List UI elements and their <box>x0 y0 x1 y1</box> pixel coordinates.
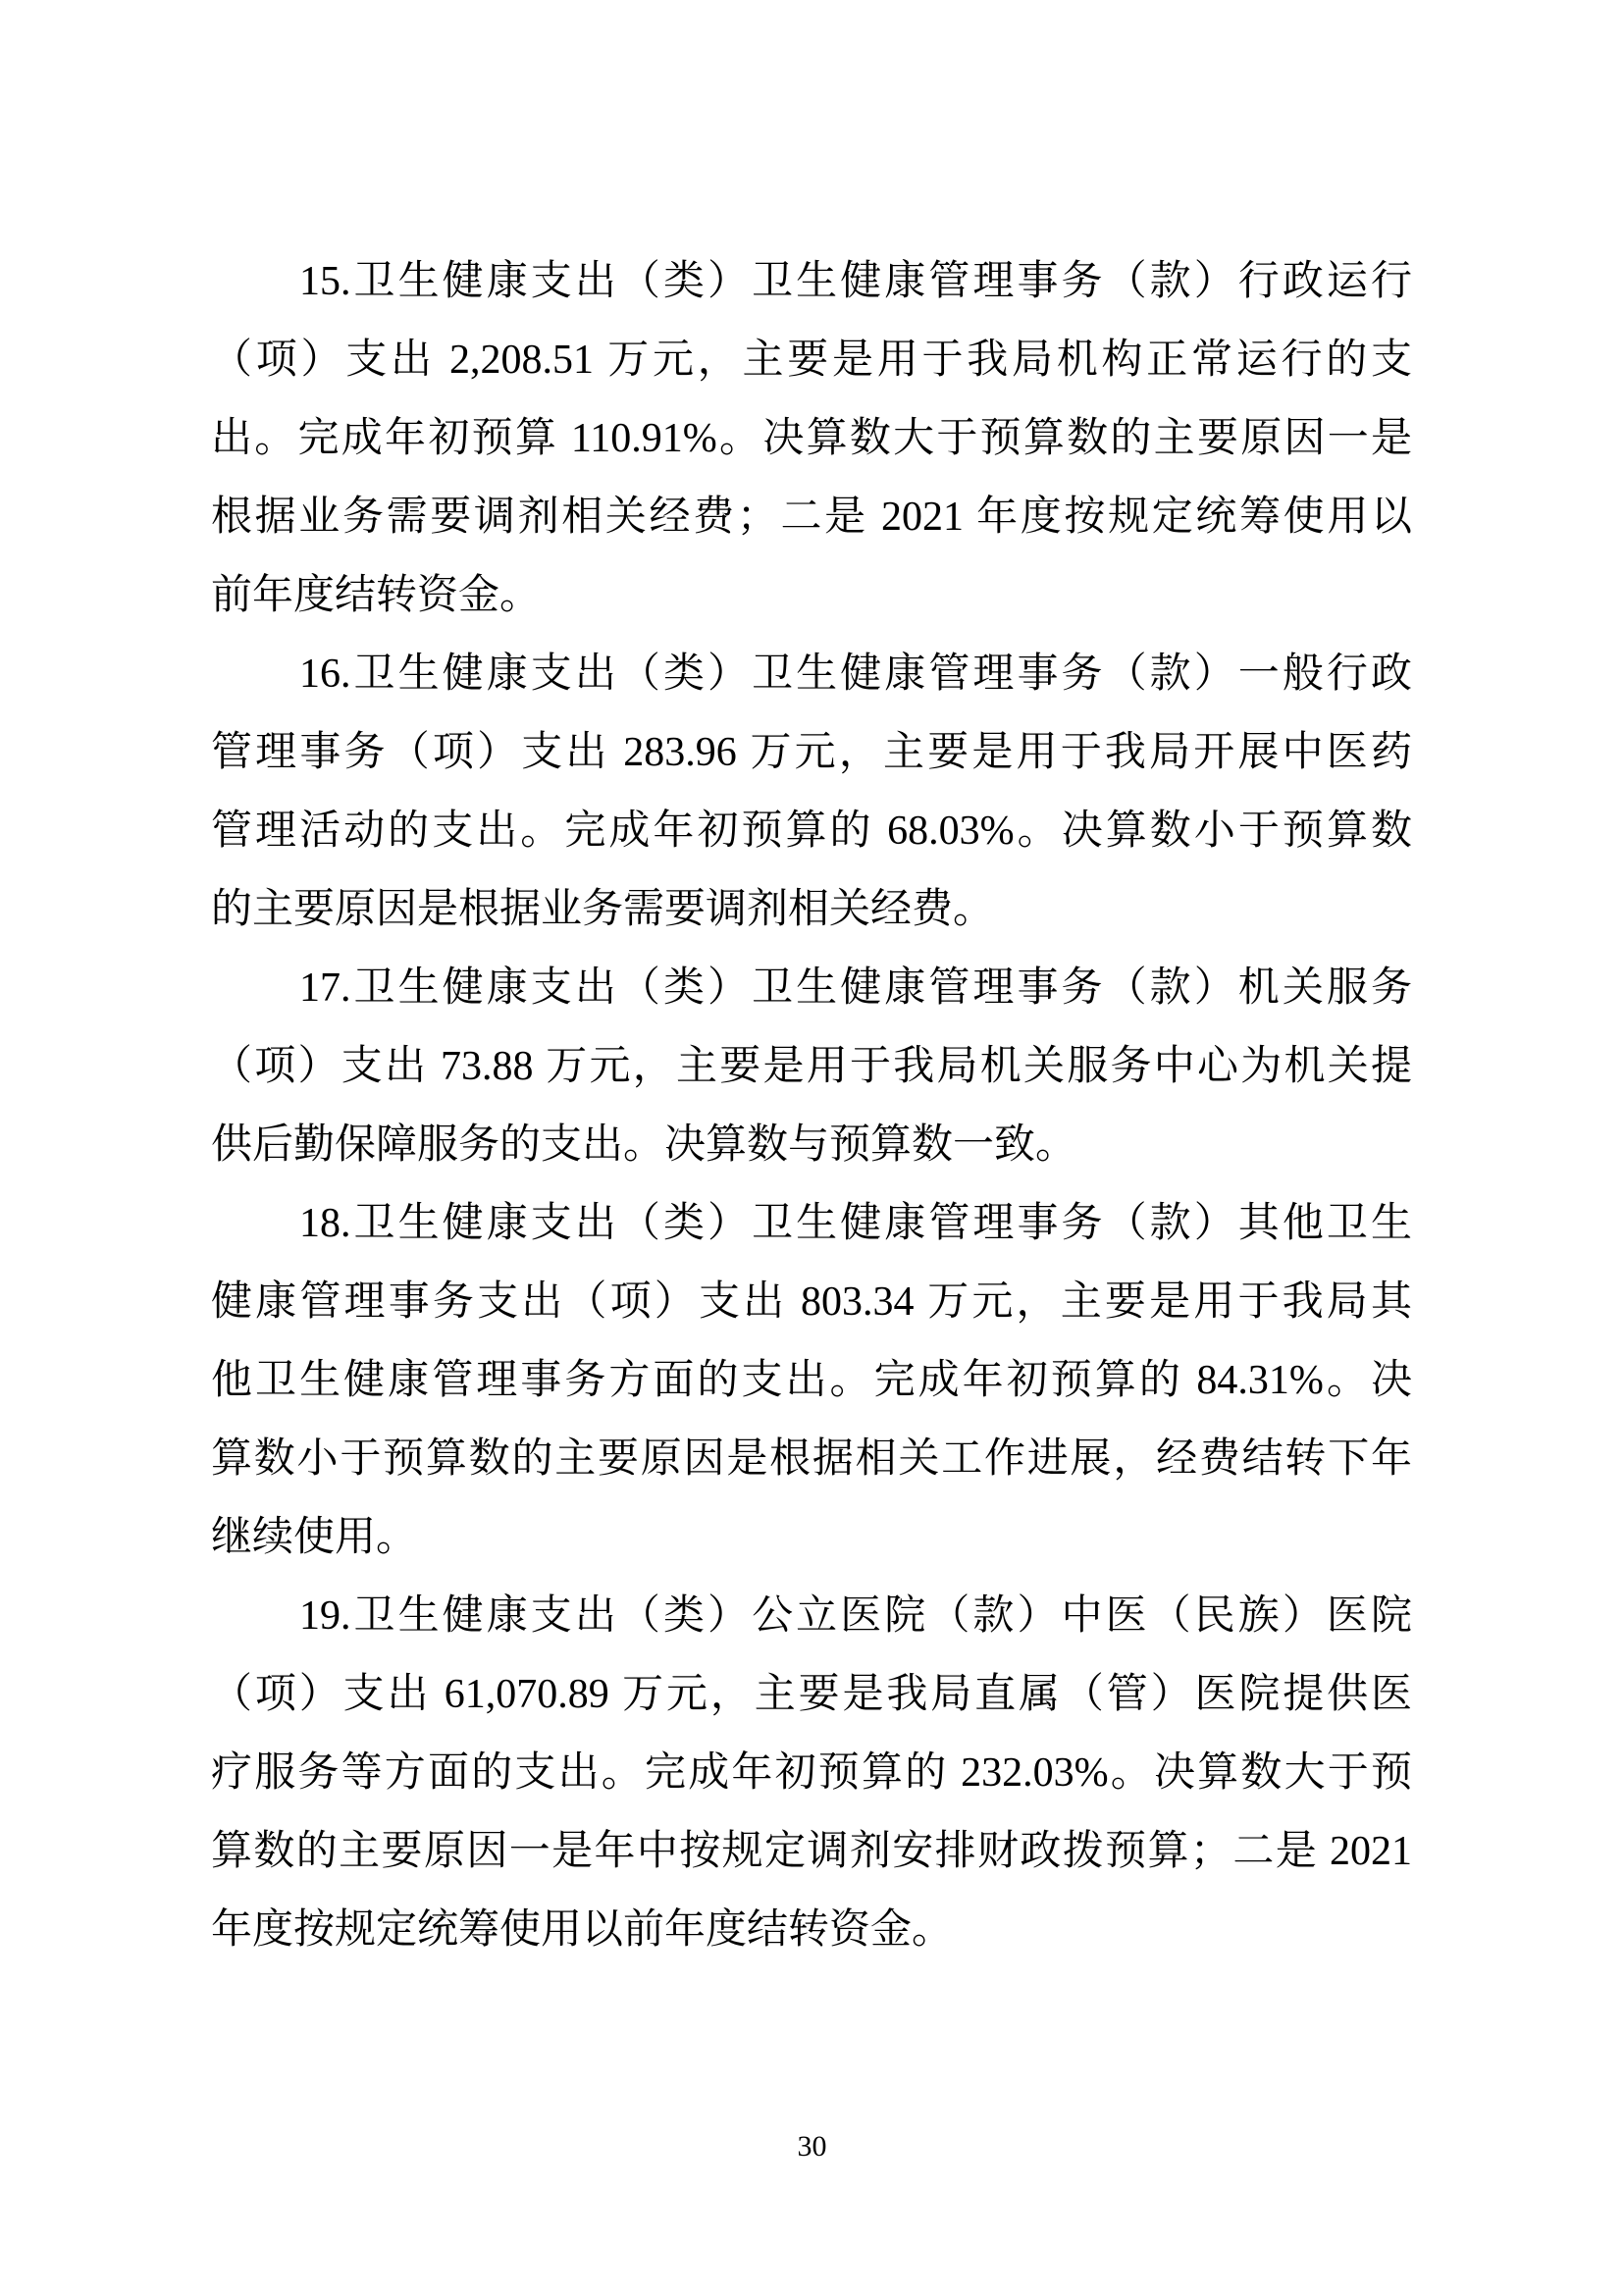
text-line: 继续使用。 <box>211 1515 418 1560</box>
text-line: 算数的主要原因一是年中按规定调剂安排财政拨预算；二是 2021 <box>211 1829 1412 1874</box>
document-body <box>211 242 1412 1969</box>
paragraph-16 <box>211 635 1412 949</box>
text-line: （项）支出 2,208.51 万元，主要是用于我局机构正常运行的支 <box>211 338 1412 383</box>
text-line: 18.卫生健康支出（类）卫生健康管理事务（款）其他卫生 <box>299 1201 1412 1246</box>
text-line: 的主要原因是根据业务需要调剂相关经费。 <box>211 887 995 932</box>
text-line: 15.卫生健康支出（类）卫生健康管理事务（款）行政运行 <box>299 259 1412 304</box>
paragraph-15 <box>211 242 1412 635</box>
text-line: 算数小于预算数的主要原因是根据相关工作进展，经费结转下年 <box>211 1436 1412 1482</box>
text-line: 他卫生健康管理事务方面的支出。完成年初预算的 84.31%。决 <box>211 1358 1412 1403</box>
text-line: 管理事务（项）支出 283.96 万元，主要是用于我局开展中医药 <box>211 730 1412 775</box>
text-line: 管理活动的支出。完成年初预算的 68.03%。决算数小于预算数 <box>211 808 1412 854</box>
paragraph-17 <box>211 949 1412 1184</box>
text-line: 17.卫生健康支出（类）卫生健康管理事务（款）机关服务 <box>299 965 1412 1011</box>
text-line: 出。完成年初预算 110.91%。决算数大于预算数的主要原因一是 <box>211 416 1412 461</box>
text-line: 16.卫生健康支出（类）卫生健康管理事务（款）一般行政 <box>299 652 1412 697</box>
text-line: 年度按规定统筹使用以前年度结转资金。 <box>211 1907 954 1953</box>
text-line: 19.卫生健康支出（类）公立医院（款）中医（民族）医院 <box>299 1593 1412 1639</box>
paragraph-19 <box>211 1577 1412 1969</box>
text-line: 健康管理事务支出（项）支出 803.34 万元，主要是用于我局其 <box>211 1279 1412 1325</box>
paragraph-18 <box>211 1184 1412 1577</box>
text-line: 前年度结转资金。 <box>211 573 542 618</box>
text-line: 疗服务等方面的支出。完成年初预算的 232.03%。决算数大于预 <box>211 1750 1412 1796</box>
text-line: （项）支出 61,070.89 万元，主要是我局直属（管）医院提供医 <box>211 1672 1412 1717</box>
text-line: （项）支出 73.88 万元，主要是用于我局机关服务中心为机关提 <box>211 1044 1412 1089</box>
text-line: 根据业务需要调剂相关经费；二是 2021 年度按规定统筹使用以 <box>211 495 1412 540</box>
text-line: 供后勤保障服务的支出。决算数与预算数一致。 <box>211 1122 1077 1168</box>
page-number: 30 <box>797 2130 827 2163</box>
